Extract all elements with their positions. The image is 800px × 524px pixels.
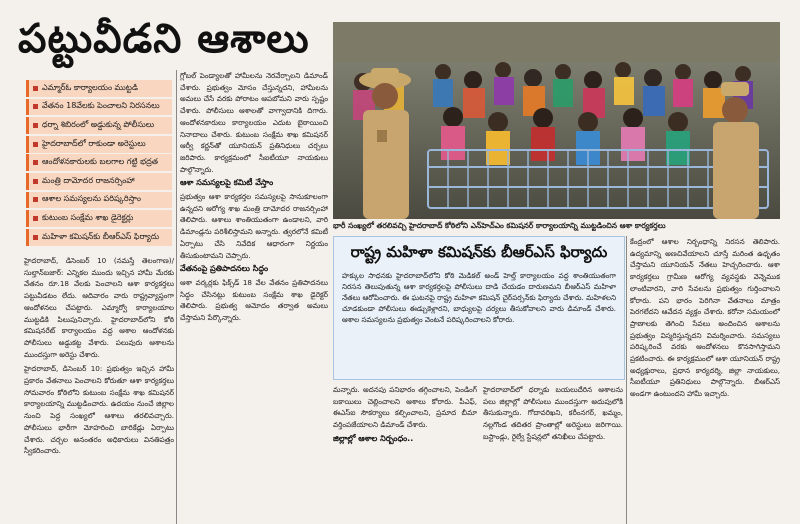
highlight-item: వేతనం 18వేలకు పెంచాలని నిరసనలు [26, 99, 172, 116]
highlight-item: ఆశాల సమస్యలను పరిష్కరిస్తాం [26, 192, 172, 209]
protest-photo [333, 22, 780, 219]
column-divider [626, 236, 627, 524]
bullet-icon [33, 197, 38, 202]
highlight-item: మంత్రి దామోదర రాజనర్సింహా [26, 173, 172, 190]
highlight-item: ధర్నా శిబిరంలో అడ్డుకున్న పోలీసులు [26, 117, 172, 134]
article-paragraph: హైదరాబాద్‌లో ధర్నాకు బయలుదేరిన ఆశాలను పలు జిల్లాల్లో పోలీసులు ముందస్తుగా అదుపులోకి తీసుకున్నారు. గోదావరిఖని, కరీంనగర్, ఖమ్మం, నల్లగొండ తదితర ప్రాంతాల్లో అరెస్టులు జరిగాయి. బస్టాండ్లు, రైల్వే స్టేషన్లలో తనిఖీలు చేపట్టారు. [483, 385, 623, 441]
column-1-top [24, 255, 174, 523]
column-divider [176, 70, 177, 524]
subheading: ఆశా సమస్యలపై కమిటీ వేస్తాం [180, 178, 274, 188]
bullet-icon [33, 179, 38, 184]
photo-caption: భారీ సంఖ్యలో తరలివచ్చి హైదరాబాద్ కోఠిలోని ఎన్‌హెచ్‌ఎం కమిషనర్ కార్యాలయాన్ని ముట్టడించిన ఆశా కార్యకర్తలు [333, 221, 666, 230]
column-4-bottom [333, 384, 477, 524]
article-paragraph: కేంద్రంలో ఆశాల నిర్బంధాన్ని నిరసన తెలిపారు. ఉద్యమాన్ని అణచివేయాలని చూస్తే మరింత ఉధృతం చేస్తామని యూనియన్ నేతలు హెచ్చరించారు. ఆశా కార్యకర్తలు గ్రామీణ ఆరోగ్య వ్యవస్థకు వెన్నెముక లాంటివారని, వారి సేవలను ప్రభుత్వం గుర్తించాలని కోరారు. పని భారం పెరిగినా వేతనాలు మాత్రం పెరగలేదని ఆవేదన వ్యక్తం చేశారు. కరోనా సమయంలో ప్రాణాలకు తెగించి సేవలు అందించిన ఆశాలను ప్రభుత్వం విస్మరిస్తున్నదని విమర్శించారు. సమస్యలు పరిష్కరించే వరకు ఆందోళనలు కొనసాగిస్తామని ప్రకటించారు. ఈ కార్యక్రమంలో ఆశా యూనియన్ రాష్ట్ర అధ్యక్షురాలు, ప్రధాన కార్యదర్శి, జిల్లా నాయకులు, సీఐటీయూ ప్రతినిధులు పాల్గొన్నారు. బీఆర్‌ఎస్ అండగా ఉంటుందని హామీ ఇచ్చారు. [630, 237, 780, 399]
article-paragraph: గ్లోబల్ పెండ్యాలతో హామీలను నెరవేర్చాలని డిమాండ్ చేశారు. ప్రభుత్వం మోసం చేస్తున్నదని, హామీలను అమలు చేసే వరకు పోరాటం ఆపబోమని వారు స్పష్టం చేశారు. పోలీసులు ఆశాలతో వాగ్వాదానికి దిగారు. ఆందోళనకారులు కార్యాలయం ఎదుట బైఠాయించి నినాదాలు చేశారు. కుటుంబ సంక్షేమ శాఖ కమిషనర్ ఆర్వీ కర్ణన్‌తో యూనియన్ ప్రతినిధులు చర్చలు జరిపారు. కార్యక్రమంలో సీఐటీయూ నాయకులు పాల్గొన్నారు. [180, 71, 328, 174]
complaint-box-title: రాష్ట్ర మహిళా కమిషన్‌కు బీఆర్‌ఎస్ ఫిర్యాదు [350, 243, 608, 261]
highlight-item: హైదరాబాద్‌లో రాకుండా అరెస్టులు [26, 136, 172, 153]
article-paragraph: హైదరాబాద్, డిసెంబర్ 10 (నమస్తే తెలంగాణ)/సుల్తాన్‌బజార్: ఎన్నికల ముందు ఇచ్చిన హామీ మేరకు వేతనం రూ.18 వేలకు పెంచాలని ఆశా కార్యకర్తలు పట్టువీడటం లేదు. ఆదివారం వారు రాష్ట్రవ్యాప్తంగా ఆందోళనలు చేపట్టారు. ఎమ్మార్వో కార్యాలయాల ముట్టడికి పిలుపునిచ్చారు. హైదరాబాద్‌లోని కోఠి కమిషనరేట్ కార్యాలయం వద్ద ఆశాల ఆందోళనకు పోలీసులు అడ్డుకట్ట వేశారు. పలువురు ఆశాలను ముందస్తుగా అరెస్టు చేశారు. [24, 256, 174, 359]
highlight-item: ఎమ్మార్‌ఓ కార్యాలయం ముట్టడి [26, 80, 172, 97]
article-paragraph: ప్రభుత్వం ఆశా కార్యకర్తల సమస్యలపై సానుకూలంగా ఉన్నదని ఆరోగ్య శాఖ మంత్రి దామోదర రాజనర్సింహా తెలిపారు. ఆశాలు శాంతియుతంగా ఉండాలని, వారి డిమాండ్లను పరిశీలిస్తామని అన్నారు. త్వరలోనే కమిటీ ఏర్పాటు చేసి నివేదిక ఆధారంగా నిర్ణయం తీసుకుంటామని చెప్పారు. [180, 192, 328, 260]
column-2 [180, 70, 328, 524]
complaint-box [333, 236, 625, 380]
highlight-item: కుటుంబ సంక్షేమ శాఖ డైరెక్టర్లు [26, 210, 172, 227]
bullet-icon [33, 123, 38, 128]
page-headline: పట్టువీడని ఆశాలు [18, 16, 310, 62]
article-paragraph: ఆశా వర్కర్లకు ఫిక్స్‌డ్ 18 వేల వేతనం ప్రతిపాదనలు సిద్ధం చేసినట్లు కుటుంబ సంక్షేమ శాఖ డైరెక్టర్ తెలిపారు. ప్రభుత్వ ఆమోదం తర్వాత అమలు చేస్తామని పేర్కొన్నారు. [180, 277, 328, 323]
bullet-icon [33, 235, 38, 240]
subheading: జిల్లాల్లో ఆశాల నిర్బంధం.. [333, 433, 414, 443]
bullet-icon [33, 160, 38, 165]
column-4b-bottom [483, 384, 623, 524]
highlight-item: మహిళా కమిషన్‌కు బీఆర్‌ఎస్ ఫిర్యాదు [26, 229, 172, 246]
bullet-icon [33, 142, 38, 147]
complaint-box-text: హక్కుల సాధనకు హైదరాబాద్‌లోని కోఠి మెడికల్ అండ్ హెల్త్ కార్యాలయం వద్ద శాంతియుతంగా నిరసన తెలుపుతున్న ఆశా కార్యకర్తలపై పోలీసులు దాడి చేయడం దారుణమని బీఆర్‌ఎస్ మహిళా నేతలు ఆరోపించారు. ఈ ఘటనపై రాష్ట్ర మహిళా కమిషన్ చైర్‌పర్సన్‌కు ఫిర్యాదు చేశారు. మహిళలని చూడకుండా పోలీసులు ఈడ్చుకెళ్లారని, బాధ్యులపై చర్యలు తీసుకోవాలని వారు డిమాండ్ చేశారు. ఆశాల సమస్యలను ప్రభుత్వం వెంటనే పరిష్కరించాలని కోరారు. [342, 271, 616, 324]
bullet-icon [33, 104, 38, 109]
highlight-item: ఆందోళనకారులకు బలగాల గట్టి భద్రత [26, 154, 172, 171]
highlights-box [26, 80, 172, 247]
article-paragraph: హైదరాబాద్, డిసెంబర్ 10: ప్రభుత్వం ఇచ్చిన హామీ ప్రకారం వేతనాలు పెంచాలని కోరుతూ ఆశా కార్యకర్తలు సోమవారం కోఠిలోని కుటుంబ సంక్షేమ శాఖ కమిషనర్ కార్యాలయాన్ని ముట్టడించారు. ఉదయం నుంచే జిల్లాల నుంచి పెద్ద సంఖ్యలో ఆశాలు తరలివచ్చారు. పోలీసులు భారీగా మోహరించి బారికేడ్లు ఏర్పాటు చేశారు. చర్చల అనంతరం అధికారులు వినతిపత్రం స్వీకరించారు. [24, 364, 174, 456]
protest-photo-image [333, 22, 780, 219]
bullet-icon [33, 86, 38, 91]
article-paragraph: మన్నారు. అదనపు పనిభారం తగ్గించాలని, పెండింగ్ బకాయిలు చెల్లించాలని ఆశాలు కోరారు. పీఎఫ్, ఈఎస్ఐ సౌకర్యాలు కల్పించాలని, ప్రమాద బీమా వర్తింపజేయాలని డిమాండ్ చేశారు. [333, 385, 477, 430]
subheading: వేతనంపై ప్రతిపాదనలు సిద్ధం [180, 264, 269, 274]
bullet-icon [33, 216, 38, 221]
column-5 [630, 236, 780, 524]
